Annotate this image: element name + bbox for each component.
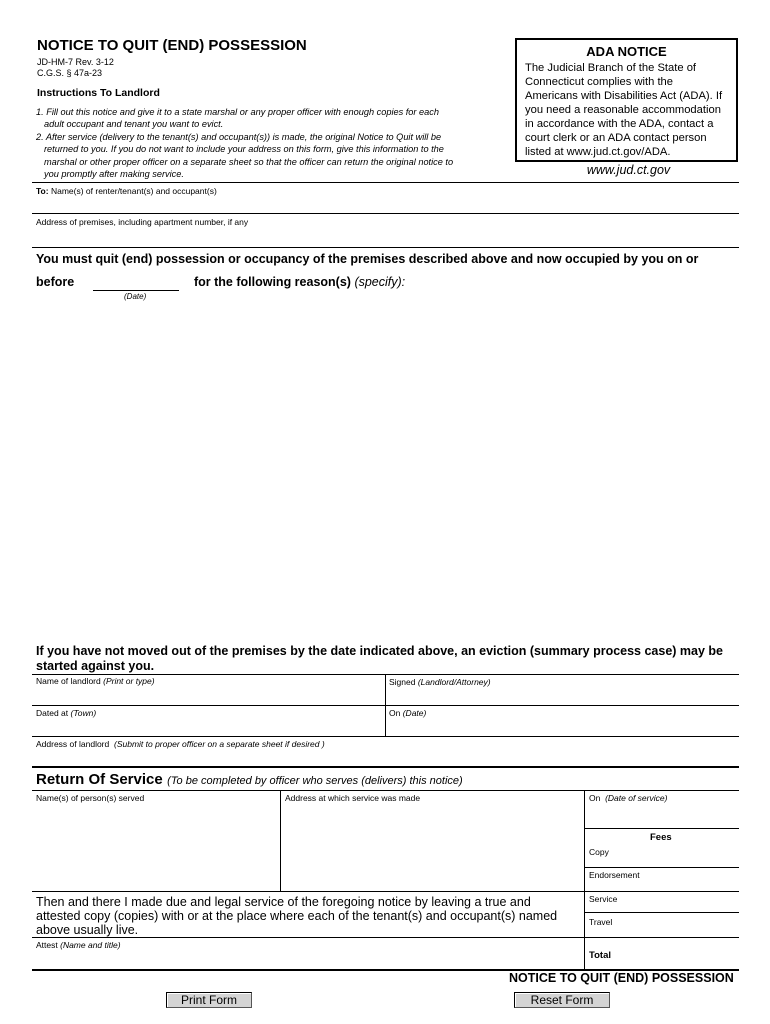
dated-at-label: Dated at (Town) [36,708,97,718]
divider [584,912,739,913]
reasons-label: for the following reason(s) (specify): [194,275,406,289]
divider [32,766,739,768]
divider [32,182,739,183]
divider [32,891,739,892]
divider [584,790,585,970]
divider [584,867,739,868]
date-line[interactable] [93,290,179,291]
instructions-list [36,106,456,180]
reset-form-button[interactable]: Reset Form [514,992,610,1008]
fee-service-label: Service [589,894,618,904]
print-form-button[interactable]: Print Form [166,992,252,1008]
form-id: JD-HM-7 Rev. 3-12 [37,57,114,67]
quit-statement: You must quit (end) possession or occupancy of the premises described above and now occupied by you on or [36,252,699,266]
ada-notice-box [515,38,738,162]
divider [32,790,739,791]
footer-title: NOTICE TO QUIT (END) POSSESSION [509,971,734,985]
divider [32,213,739,214]
divider [32,736,739,737]
fee-total-label: Total [589,950,611,961]
service-date-label: On (Date of service) [589,793,668,803]
ada-body: The Judicial Branch of the State of Connecticut complies with the Americans with Disabilities Act (ADA). If you need a reasonable accommodation in accordance with the ADA, contact a court clerk or an ADA contact person listed at www.jud.ct.gov/ADA. [525,62,723,158]
divider [32,705,739,706]
return-service-heading: Return Of Service (To be completed by officer who serves (delivers) this notice) [36,771,463,788]
divider [280,790,281,891]
fee-endorsement-label: Endorsement [589,870,640,880]
before-label: before [36,275,75,289]
divider [584,828,739,829]
form-title: NOTICE TO QUIT (END) POSSESSION [37,37,307,54]
divider [32,937,739,938]
service-statement: Then and there I made due and legal service of the foregoing notice by leaving a true and attested copy (copies) with or at the place where each of the tenant(s) and occupant(s) named above usually live. [36,895,558,937]
website-link[interactable]: www.jud.ct.gov [586,163,671,177]
instructions-title: Instructions To Landlord [37,87,160,99]
on-date-label: On (Date) [389,708,427,718]
instruction-2: 2. After service (delivery to the tenant(s) and occupant(s)) is made, the original Notice to Quit will be returned to you. If you do not want to include your address on this form, give this information to the marshal or other proper officer on a separate sheet so that the officer can return the original notice to you promptly after making service. [36,131,454,180]
eviction-warning: If you have not moved out of the premises by the date indicated above, an eviction (summary process case) may be started against you. [36,644,724,673]
fee-copy-label: Copy [589,847,609,857]
address-premises-label: Address of premises, including apartment number, if any [36,217,249,227]
landlord-address-label: Address of landlord (Submit to proper officer on a separate sheet if desired ) [36,739,325,749]
persons-served-label: Name(s) of person(s) served [36,793,145,803]
attest-label: Attest (Name and title) [36,940,121,950]
date-hint: (Date) [124,292,147,301]
divider [32,247,739,248]
statute: C.G.S. § 47a-23 [37,68,103,78]
service-address-label: Address at which service was made [285,793,421,803]
signed-label: Signed (Landlord/Attorney) [389,677,491,687]
ada-title: ADA NOTICE [586,44,667,59]
fee-travel-label: Travel [589,917,613,927]
to-field-label: To: Name(s) of renter/tenant(s) and occupant(s) [36,186,217,196]
fees-heading: Fees [650,832,672,843]
landlord-name-label: Name of landlord (Print or type) [36,676,155,686]
instruction-1: 1. Fill out this notice and give it to a state marshal or any proper officer with enough copies for each adult occupant and tenant you want to evict. [36,107,439,130]
